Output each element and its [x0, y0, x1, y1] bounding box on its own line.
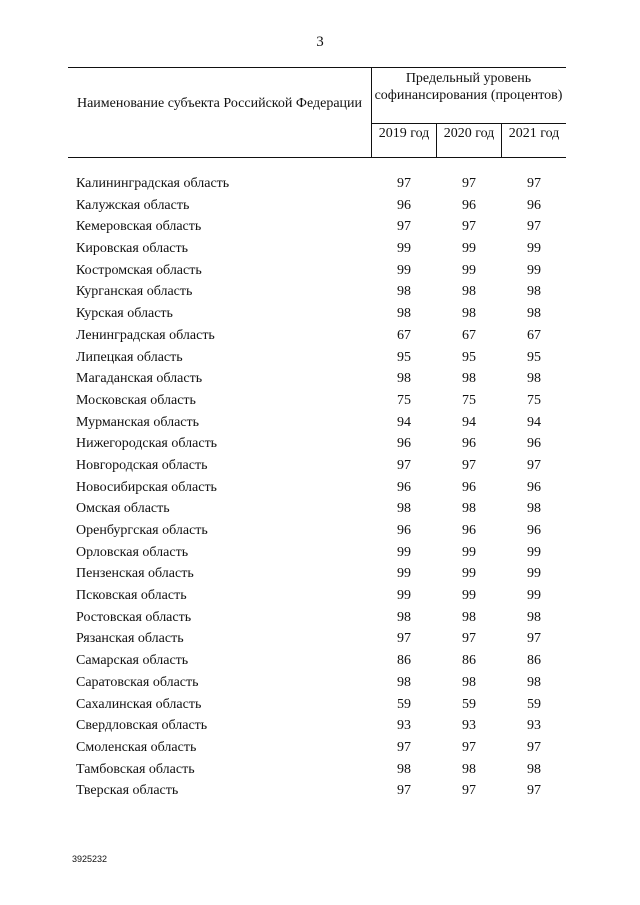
value-2021: 97 — [527, 457, 541, 473]
value-2019: 98 — [397, 284, 411, 300]
value-2020: 95 — [462, 349, 476, 365]
column-header-year-2021: 2021 год — [508, 126, 560, 141]
value-2020: 98 — [462, 761, 476, 777]
value-2019: 99 — [397, 566, 411, 582]
value-2020: 99 — [462, 544, 476, 560]
value-2019: 67 — [397, 327, 411, 343]
subject-name: Самарская область — [76, 653, 189, 669]
value-2021: 99 — [527, 544, 541, 560]
value-2019: 93 — [397, 718, 411, 734]
table-row — [0, 195, 640, 217]
value-2019: 96 — [397, 436, 411, 452]
table-row — [0, 672, 640, 694]
value-2020: 94 — [462, 414, 476, 430]
subject-name: Новгородская область — [76, 457, 208, 473]
value-2019: 99 — [397, 262, 411, 278]
table-row — [0, 563, 640, 585]
value-2021: 97 — [527, 783, 541, 799]
value-2021: 99 — [527, 588, 541, 604]
table-row — [0, 498, 640, 520]
value-2021: 99 — [527, 262, 541, 278]
table-row — [0, 585, 640, 607]
header-bottom-rule — [68, 157, 566, 158]
subject-name: Тамбовская область — [76, 761, 195, 777]
value-2021: 96 — [527, 523, 541, 538]
subject-name: Омская область — [76, 501, 170, 517]
value-2019: 97 — [397, 631, 411, 647]
value-2019: 97 — [397, 176, 411, 191]
table-row — [0, 694, 640, 716]
value-2021: 96 — [527, 436, 541, 452]
table-row — [0, 303, 640, 325]
subject-name: Свердловская область — [76, 718, 208, 734]
value-2019: 98 — [397, 609, 411, 625]
value-2021: 96 — [527, 197, 541, 213]
table-row — [0, 759, 640, 781]
value-2020: 98 — [462, 501, 476, 517]
value-2020: 98 — [462, 371, 476, 387]
subject-name: Псковская область — [76, 588, 187, 604]
table-row — [0, 347, 640, 369]
table-row — [0, 455, 640, 477]
subject-name: Оренбургская область — [76, 523, 208, 538]
value-2019: 99 — [397, 544, 411, 560]
value-2019: 97 — [397, 739, 411, 755]
table-row — [0, 520, 640, 542]
value-2020: 97 — [462, 219, 476, 235]
value-2020: 86 — [462, 653, 476, 669]
table-row — [0, 238, 640, 260]
table-row — [0, 368, 640, 390]
subject-name: Ростовская область — [76, 609, 192, 625]
table-row — [0, 542, 640, 564]
table-row — [0, 281, 640, 303]
value-2021: 95 — [527, 349, 541, 365]
subject-name: Магаданская область — [76, 371, 203, 387]
value-2019: 99 — [397, 241, 411, 257]
header-top-rule — [68, 67, 566, 68]
subject-name: Кировская область — [76, 241, 189, 257]
header-year-rule — [371, 123, 566, 124]
column-header-cofinancing-level: Предельный уровень софинансирования (процентов) — [374, 71, 563, 103]
value-2021: 99 — [527, 566, 541, 582]
subject-name: Пензенская область — [76, 566, 194, 582]
subject-name: Костромская область — [76, 262, 202, 278]
value-2021: 98 — [527, 501, 541, 517]
subject-name: Рязанская область — [76, 631, 184, 647]
value-2019: 96 — [397, 479, 411, 495]
value-2019: 75 — [397, 392, 411, 408]
value-2021: 75 — [527, 392, 541, 408]
value-2021: 98 — [527, 371, 541, 387]
value-2020: 97 — [462, 457, 476, 473]
table-row — [0, 628, 640, 650]
value-2020: 98 — [462, 609, 476, 625]
table-row — [0, 412, 640, 434]
value-2020: 99 — [462, 262, 476, 278]
value-2020: 97 — [462, 176, 476, 191]
value-2020: 97 — [462, 783, 476, 799]
value-2020: 75 — [462, 392, 476, 408]
value-2020: 98 — [462, 306, 476, 322]
value-2020: 99 — [462, 588, 476, 604]
value-2021: 99 — [527, 241, 541, 257]
subject-name: Саратовская область — [76, 674, 199, 690]
value-2021: 98 — [527, 674, 541, 690]
table-row — [0, 650, 640, 672]
table-row — [0, 737, 640, 759]
table-row — [0, 173, 640, 195]
value-2021: 98 — [527, 761, 541, 777]
table-row — [0, 715, 640, 737]
value-2019: 97 — [397, 457, 411, 473]
value-2021: 94 — [527, 414, 541, 430]
table-body — [0, 173, 640, 802]
subject-name: Сахалинская область — [76, 696, 202, 712]
table-row — [0, 477, 640, 499]
value-2019: 94 — [397, 414, 411, 430]
value-2019: 98 — [397, 501, 411, 517]
value-2019: 98 — [397, 371, 411, 387]
value-2019: 95 — [397, 349, 411, 365]
value-2021: 97 — [527, 219, 541, 235]
value-2019: 97 — [397, 219, 411, 235]
subject-name: Кемеровская область — [76, 219, 202, 235]
value-2021: 59 — [527, 696, 541, 712]
value-2019: 98 — [397, 306, 411, 322]
column-header-year-2019: 2019 год — [378, 126, 430, 141]
value-2019: 99 — [397, 588, 411, 604]
subject-name: Тверская область — [76, 783, 179, 799]
value-2020: 98 — [462, 674, 476, 690]
table-row — [0, 390, 640, 412]
subject-name: Нижегородская область — [76, 436, 218, 452]
subject-name: Орловская область — [76, 544, 189, 560]
subject-name: Калининградская область — [76, 176, 230, 191]
value-2020: 99 — [462, 241, 476, 257]
value-2021: 93 — [527, 718, 541, 734]
value-2020: 67 — [462, 327, 476, 343]
value-2021: 98 — [527, 609, 541, 625]
subject-name: Мурманская область — [76, 414, 200, 430]
subject-name: Липецкая область — [76, 349, 183, 365]
value-2021: 98 — [527, 306, 541, 322]
table-row — [0, 607, 640, 629]
value-2021: 86 — [527, 653, 541, 669]
value-2021: 97 — [527, 176, 541, 191]
value-2019: 98 — [397, 674, 411, 690]
page-number: 3 — [316, 34, 324, 50]
subject-name: Смоленская область — [76, 739, 197, 755]
value-2019: 96 — [397, 197, 411, 213]
table-row — [0, 433, 640, 455]
value-2020: 96 — [462, 479, 476, 495]
value-2020: 97 — [462, 631, 476, 647]
value-2020: 96 — [462, 436, 476, 452]
table-row — [0, 260, 640, 282]
table-row — [0, 780, 640, 802]
column-header-subject-name: Наименование субъекта Российской Федерации — [76, 96, 363, 111]
value-2020: 97 — [462, 739, 476, 755]
subject-name: Курганская область — [76, 284, 193, 300]
document-code: 3925232 — [72, 854, 108, 864]
value-2021: 67 — [527, 327, 541, 343]
value-2019: 59 — [397, 696, 411, 712]
column-header-year-2020: 2020 год — [443, 126, 495, 141]
value-2020: 96 — [462, 197, 476, 213]
value-2020: 59 — [462, 696, 476, 712]
value-2021: 98 — [527, 284, 541, 300]
subject-name: Новосибирская область — [76, 479, 217, 495]
value-2020: 96 — [462, 523, 476, 538]
value-2019: 98 — [397, 761, 411, 777]
value-2021: 97 — [527, 631, 541, 647]
value-2020: 93 — [462, 718, 476, 734]
table-row — [0, 216, 640, 238]
value-2019: 97 — [397, 783, 411, 799]
subject-name: Московская область — [76, 392, 196, 408]
subject-name: Курская область — [76, 306, 173, 322]
value-2019: 96 — [397, 523, 411, 538]
table-row — [0, 325, 640, 347]
value-2020: 99 — [462, 566, 476, 582]
subject-name: Калужская область — [76, 197, 190, 213]
value-2019: 86 — [397, 653, 411, 669]
subject-name: Ленинградская область — [76, 327, 215, 343]
value-2020: 98 — [462, 284, 476, 300]
value-2021: 97 — [527, 739, 541, 755]
value-2021: 96 — [527, 479, 541, 495]
